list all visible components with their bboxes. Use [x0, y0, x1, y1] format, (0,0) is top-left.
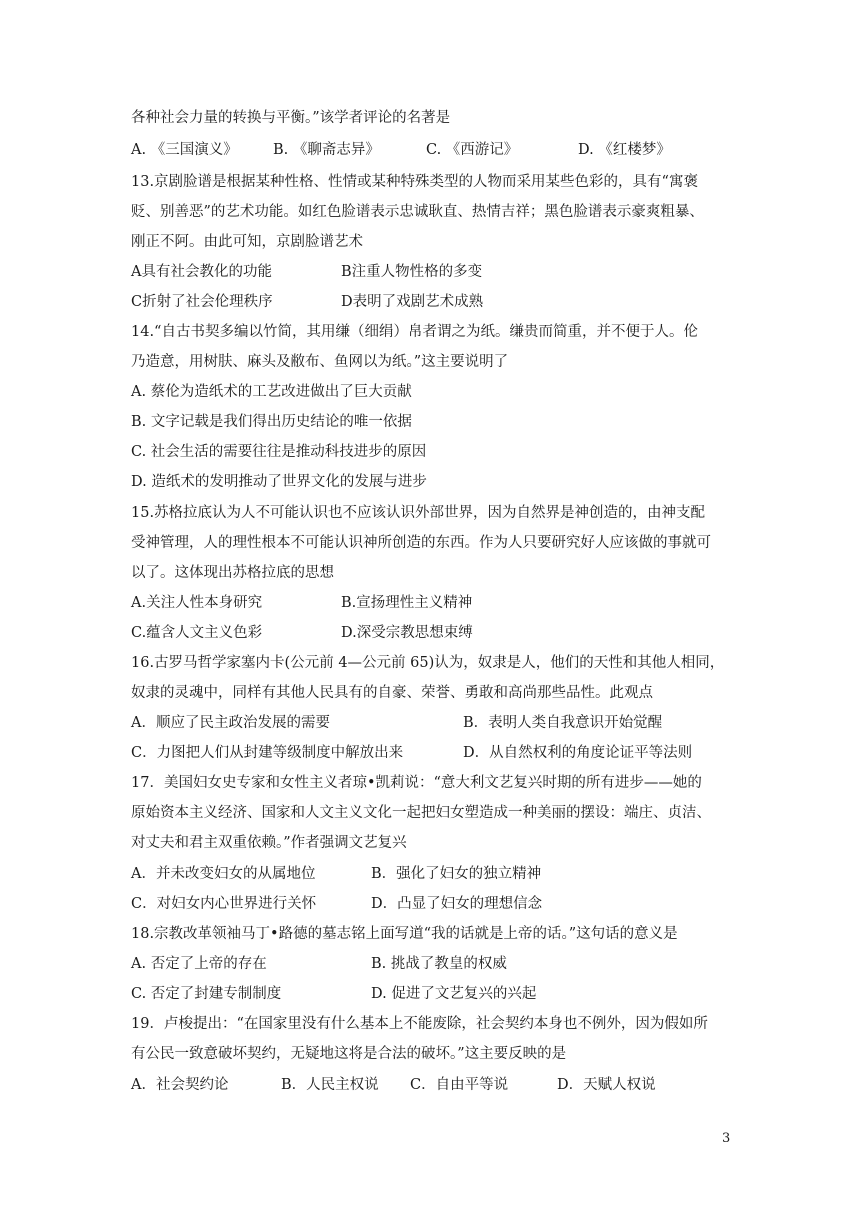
option-a: A. 《三国演义》 — [131, 142, 238, 158]
q18-option-b: B. 挑战了教皇的权威 — [371, 956, 507, 972]
q15-option-d: D.深受宗教思想束缚 — [341, 625, 473, 641]
q14-option-b: B. 文字记载是我们得出历史结论的唯一依据 — [131, 414, 412, 430]
option-d: D. 《红楼梦》 — [578, 142, 671, 158]
q18-option-c: C. 否定了封建专制制度 — [131, 986, 282, 1002]
q13-option-a: A具有社会教化的功能 — [131, 264, 272, 280]
q17-text-line-2: 原始资本主义经济、国家和人文主义文化一起把妇女塑造成一种美丽的摆设：端庄、贞洁、 — [131, 805, 711, 821]
q19-option-c: C．自由平等说 — [410, 1077, 509, 1093]
q16-option-b: B．表明人类自我意识开始觉醒 — [463, 715, 663, 731]
q14-option-d: D. 造纸术的发明推动了世界文化的发展与进步 — [131, 474, 427, 490]
q16-option-c: C．力图把人们从封建等级制度中解放出来 — [131, 745, 404, 761]
q19-option-b: B．人民主权说 — [281, 1077, 379, 1093]
q16-text-line-2: 奴隶的灵魂中，同样有其他人民具有的自豪、荣誉、勇敢和高尚那些品性。此观点 — [131, 685, 653, 701]
q17-text-line-1: 17．美国妇女史专家和女性主义者琼•凯莉说：“意大利文艺复兴时期的所有进步——她的 — [131, 775, 702, 791]
q15-text-line-2: 受神管理，人的理性根本不可能认识神所创造的东西。作为人只要研究好人应该做的事就可 — [131, 535, 711, 551]
q15-option-a: A.关注人性本身研究 — [131, 595, 263, 611]
q15-option-c: C.蕴含人文主义色彩 — [131, 625, 263, 641]
q16-option-d: D．从自然权利的角度论证平等法则 — [463, 745, 693, 761]
q19-option-a: A．社会契约论 — [131, 1077, 229, 1093]
q17-option-c: C．对妇女内心世界进行关怀 — [131, 896, 317, 912]
q13-option-c: C折射了社会伦理秩序 — [131, 294, 273, 310]
q15-option-b: B.宣扬理性主义精神 — [341, 595, 473, 611]
q13-option-b: B注重人物性格的多变 — [341, 264, 483, 280]
q14-option-c: C. 社会生活的需要往往是推动科技进步的原因 — [131, 444, 427, 460]
question-text-line: 各种社会力量的转换与平衡。”该学者评论的名著是 — [131, 110, 451, 126]
q17-text-line-3: 对丈夫和君主双重依赖。”作者强调文艺复兴 — [131, 835, 407, 851]
q17-option-a: A．并未改变妇女的从属地位 — [131, 866, 316, 882]
option-c: C. 《西游记》 — [426, 142, 519, 158]
q13-text-line-2: 贬、别善恶”的艺术功能。如红色脸谱表示忠诚耿直、热情吉祥；黑色脸谱表示豪爽粗暴、 — [131, 204, 704, 220]
q17-option-d: D．凸显了妇女的理想信念 — [371, 896, 543, 912]
q18-option-a: A. 否定了上帝的存在 — [131, 956, 267, 972]
q19-option-d: D．天赋人权说 — [557, 1077, 656, 1093]
q16-text-line-1: 16.古罗马哲学家塞内卡(公元前 4—公元前 65)认为，奴隶是人，他们的天性和其他人相同， — [131, 655, 725, 671]
q13-text-line-3: 刚正不阿。由此可知，京剧脸谱艺术 — [131, 234, 363, 250]
q16-option-a: A．顺应了民主政治发展的需要 — [131, 715, 330, 731]
q15-text-line-3: 以了。这体现出苏格拉底的思想 — [131, 565, 334, 581]
q14-text-line-2: 乃造意，用树肤、麻头及敝布、鱼网以为纸。”这主要说明了 — [131, 354, 509, 370]
q13-text-line-1: 13.京剧脸谱是根据某种性格、性情或某种特殊类型的人物而采用某些色彩的，具有“寓褒 — [131, 174, 698, 190]
q14-text-line-1: 14.“自古书契多编以竹简，其用缣（细绢）帛者谓之为纸。缣贵而简重，并不便于人。伦 — [131, 324, 698, 340]
page-number: 3 — [722, 1131, 731, 1146]
q18-option-d: D. 促进了文艺复兴的兴起 — [371, 986, 537, 1002]
q19-text-line-1: 19．卢梭提出：“在国家里没有什么基本上不能废除，社会契约本身也不例外，因为假如所 — [131, 1016, 708, 1032]
q19-text-line-2: 有公民一致意破坏契约，无疑地这将是合法的破坏。”这主要反映的是 — [131, 1046, 567, 1062]
q13-option-d: D表明了戏剧艺术成熟 — [341, 294, 484, 310]
q18-text-line-1: 18.宗教改革领袖马丁•路德的墓志铭上面写道“我的话就是上帝的话。”这句话的意义是 — [131, 926, 678, 942]
option-b: B. 《聊斋志异》 — [273, 142, 380, 158]
q14-option-a: A. 蔡伦为造纸术的工艺改进做出了巨大贡献 — [131, 384, 412, 400]
q17-option-b: B．强化了妇女的独立精神 — [371, 866, 542, 882]
q15-text-line-1: 15.苏格拉底认为人不可能认识也不应该认识外部世界，因为自然界是神创造的，由神支配 — [131, 505, 706, 521]
